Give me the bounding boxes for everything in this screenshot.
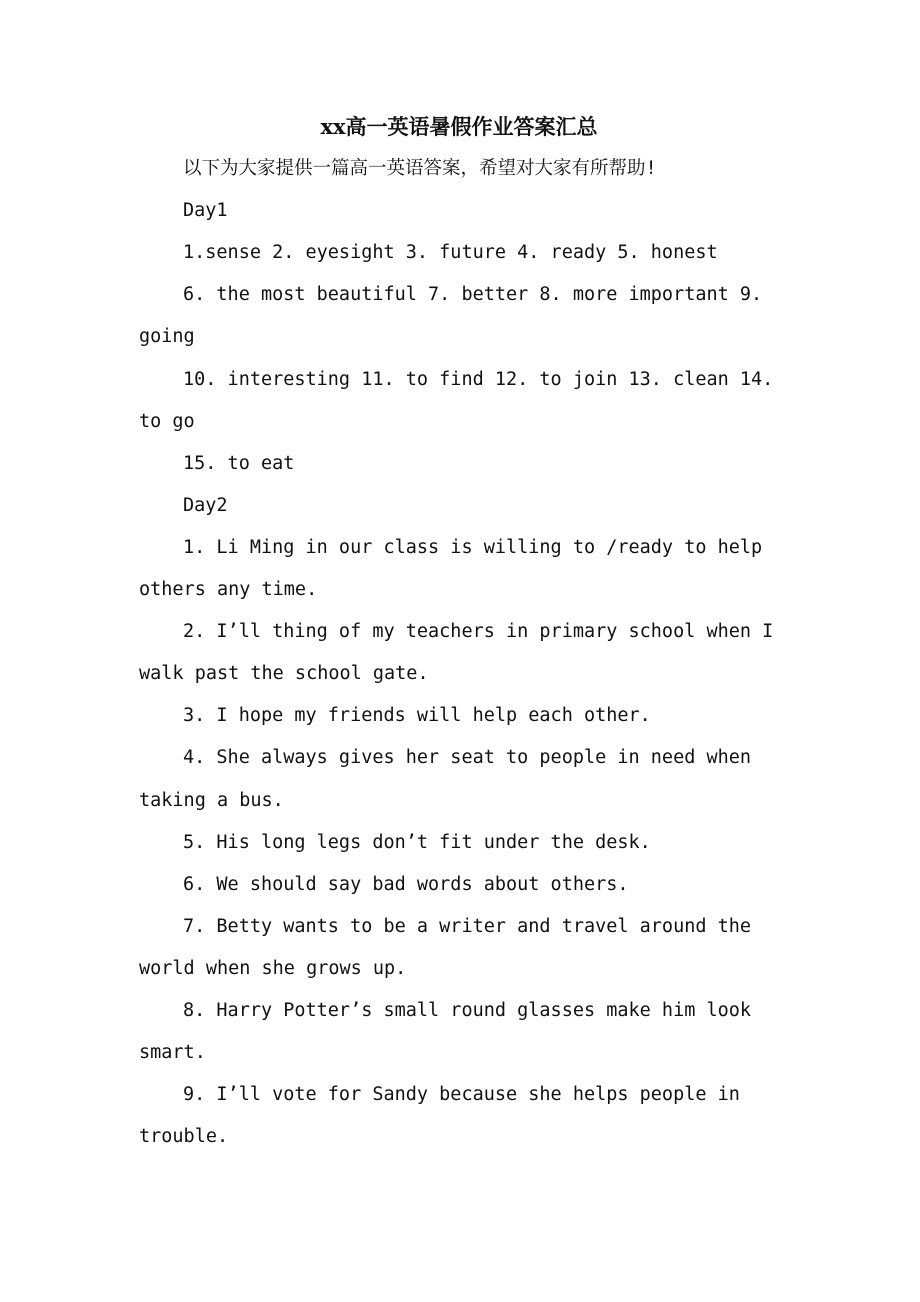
answer-line: 15. to eat [183,452,295,474]
intro-paragraph: 以下为大家提供一篇高一英语答案，希望对大家有所帮助! [183,158,657,180]
section-heading-day2: Day2 [183,494,228,516]
answer-sentence: 4. She always gives her seat to people in need when taking a bus. [139,747,752,811]
answer-sentence: 3. I hope my friends will help each other. [183,705,651,727]
answer-line: 6. the most beautiful 7. better 8. more important 9. going [139,284,763,348]
answer-sentence: 5. His long legs don’t fit under the desk. [183,831,651,853]
section-heading-day1: Day1 [183,200,228,222]
answer-sentence: 8. Harry Potter’s small round glasses make him look smart. [139,999,752,1064]
answer-sentence: 9. I’ll vote for Sandy because she helps people in trouble. [139,1084,740,1148]
answer-sentence: 1. Li Ming in our class is willing to /ready to help others any time. [139,536,763,601]
answer-sentence: 2. I’ll thing of my teachers in primary school when I walk past the school gate. [139,621,774,685]
answer-line: 1.sense 2. eyesight 3. future 4. ready 5. honest [183,242,718,264]
document-title: xx高一英语暑假作业答案汇总 [320,114,598,139]
answer-sentence: 6. We should say bad words about others. [183,873,629,895]
document-body [139,106,779,1158]
answer-sentence: 7. Betty wants to be a writer and travel around the world when she grows up. [139,915,752,979]
answer-line: 10. interesting 11. to find 12. to join 13. clean 14. to go [139,368,774,432]
